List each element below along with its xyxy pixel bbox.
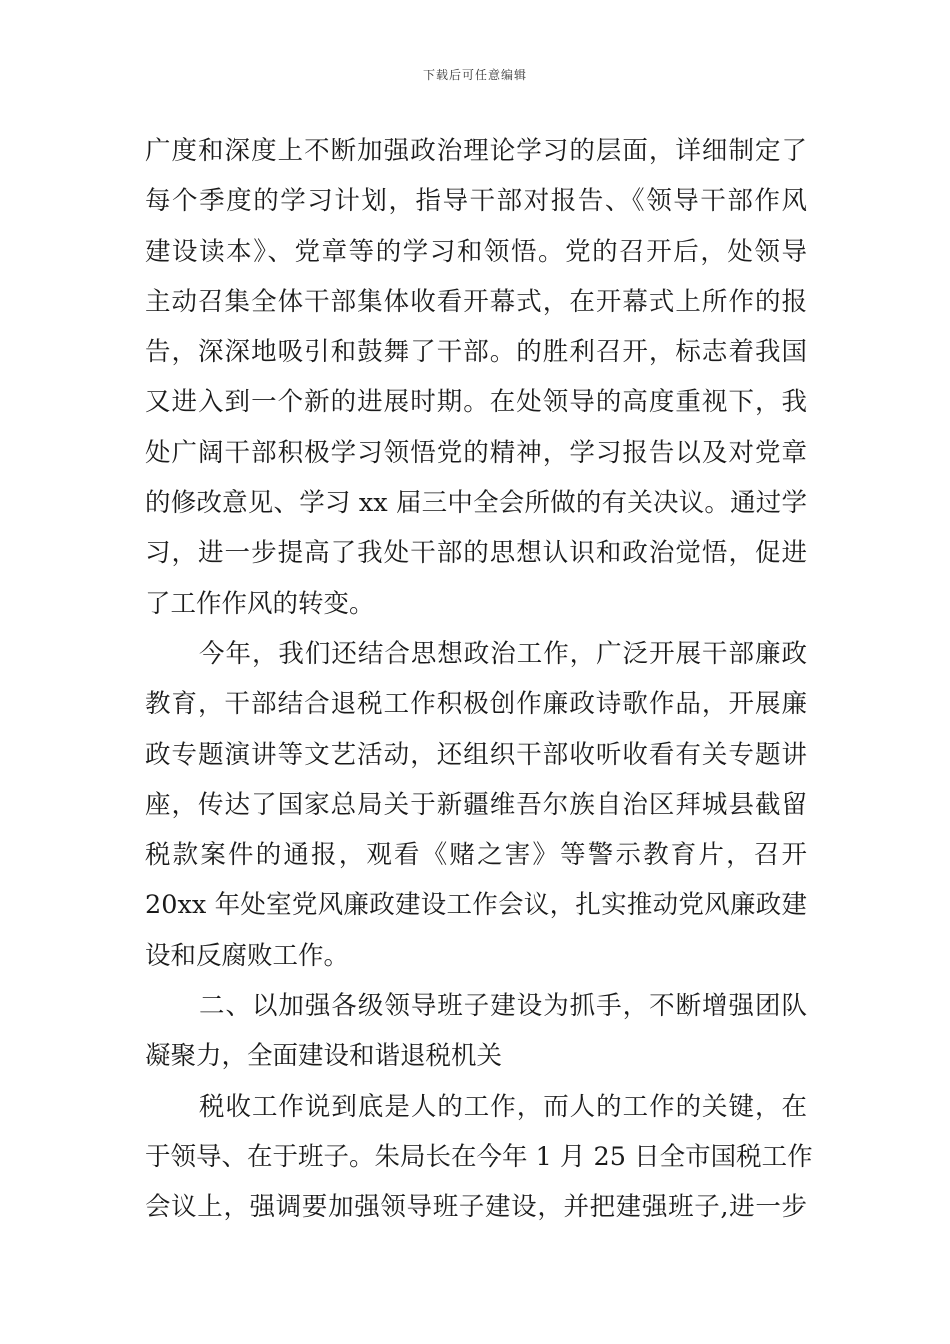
text-line: 座，传达了国家总局关于新疆维吾尔族自治区拜城县截留 [145,789,807,820]
text-line: 教育，干部结合退税工作积极创作廉政诗歌作品，开展廉 [145,689,807,720]
text-line: 又进入到一个新的进展时期。在处领导的高度重视下，我 [145,387,807,418]
text-line: 建设读本》、党章等的学习和领悟。党的召开后，处领导 [145,236,807,267]
text-line: 税收工作说到底是人的工作，而人的工作的关键，在 [199,1091,807,1122]
text-line: 设和反腐败工作。 [145,940,350,971]
text-line: 20xx 年处室党风廉政建设工作会议，扎实推动党风廉政建 [145,890,807,921]
text-line: 广度和深度上不断加强政治理论学习的层面，详细制定了 [145,136,807,166]
text-line: 税款案件的通报，观看《赌之害》等警示教育片，召开 [145,840,807,871]
text-line: 今年，我们还结合思想政治工作，广泛开展干部廉政 [199,638,807,669]
document-body [145,126,813,1233]
text-line: 凝聚力，全面建设和谐退税机关 [145,1041,503,1072]
text-line: 于领导、在于班子。朱局长在今年 1 月 25 日全市国税工作 [145,1141,813,1172]
text-line: 政专题演讲等文艺活动，还组织干部收听收看有关专题讲 [145,739,807,770]
text-line: 主动召集全体干部集体收看开幕式，在开幕式上所作的报 [145,286,807,317]
text-line: 告，深深地吸引和鼓舞了干部。的胜利召开，标志着我国 [145,337,807,368]
text-line: 处广阔干部积极学习领悟党的精神，学习报告以及对党章 [145,437,807,468]
text-line: 二、以加强各级领导班子建设为抓手，不断增强团队 [199,991,807,1022]
text-line: 习，进一步提高了我处干部的思想认识和政治觉悟，促进 [145,538,807,569]
text-line: 了工作作风的转变。 [145,588,375,619]
text-line: 会议上，强调要加强领导班子建设，并把建强班子,进一步 [145,1192,807,1223]
text-line: 每个季度的学习计划，指导干部对报告、《领导干部作风 [145,186,807,217]
page-header: 下载后可任意编辑 [422,68,527,82]
text-line: 的修改意见、学习 xx 届三中全会所做的有关决议。通过学 [145,488,807,519]
